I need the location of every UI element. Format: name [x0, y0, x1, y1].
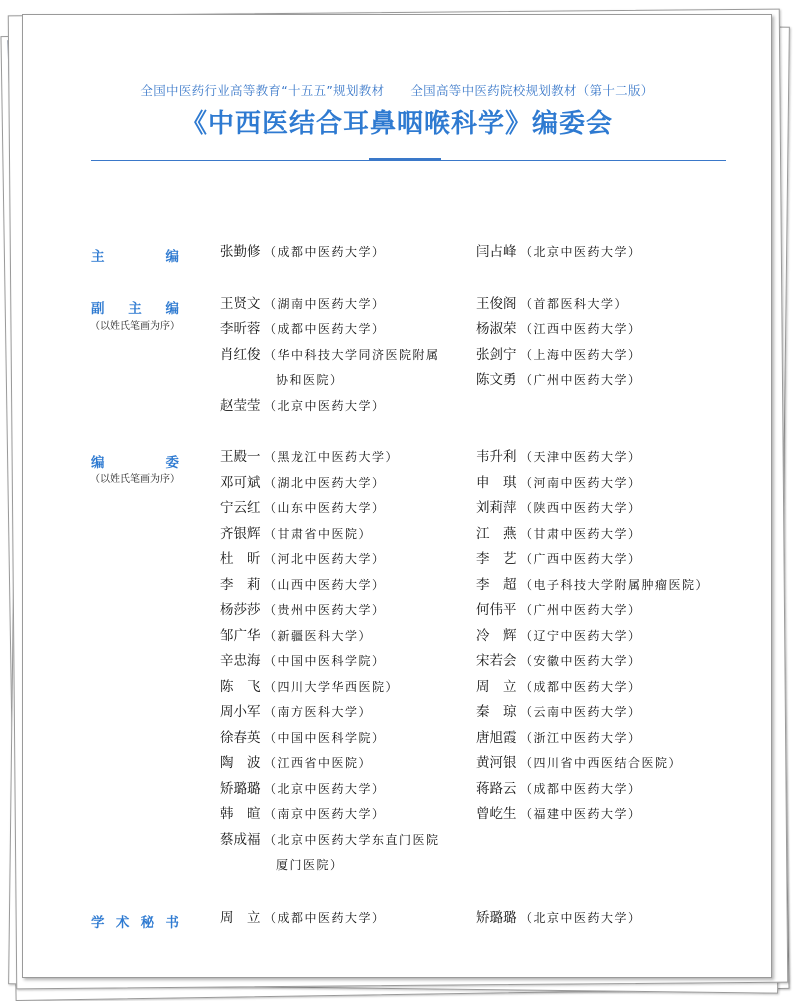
- affiliation: 厦门医院）: [276, 858, 344, 872]
- affiliation: （云南中医药大学）: [520, 705, 642, 719]
- role-char: 秘: [140, 915, 155, 931]
- person-name: 杜 昕: [220, 551, 261, 567]
- person-name: 陈文勇: [476, 372, 517, 388]
- editor-entry: [220, 649, 386, 675]
- role-char: 编: [165, 249, 179, 265]
- secretary-entry: [220, 906, 386, 932]
- associate-editor-entry: [476, 317, 642, 343]
- affiliation: （黑龙江中医药大学）: [264, 450, 400, 464]
- person-name: 周 立: [476, 678, 517, 695]
- person-name: 王贤文: [220, 296, 261, 312]
- associate-editor-entry: [476, 343, 642, 369]
- page-title: 《中西医结合耳鼻咽喉科学》编委会: [180, 109, 613, 139]
- affiliation: （山东中医药大学）: [264, 501, 386, 515]
- editor-entry: [476, 700, 642, 726]
- editor-entry: [220, 700, 372, 726]
- associate-editor-entry: [476, 368, 642, 394]
- sort-note: （以姓氏笔画为序）: [90, 474, 180, 485]
- affiliation: （广西中医药大学）: [520, 552, 642, 566]
- role-associate-editors: [91, 297, 179, 317]
- role-char: 副: [91, 301, 105, 317]
- affiliation: （北京中医药大学）: [520, 911, 642, 925]
- affiliation: （华中科技大学同济医院附属: [264, 348, 440, 362]
- affiliation: （湖南中医药大学）: [264, 297, 386, 311]
- person-name: 冷 辉: [476, 627, 517, 644]
- person-name: 蔡成福: [220, 831, 261, 848]
- affiliation: （河南中医药大学）: [520, 475, 642, 490]
- secretary-entry: [476, 906, 642, 932]
- affiliation: （成都中医药大学）: [264, 911, 386, 925]
- affiliation: （天津中医药大学）: [520, 450, 642, 464]
- editor-entry: [476, 471, 642, 497]
- role-editors: [91, 451, 179, 471]
- editor-entry: [476, 598, 642, 624]
- affiliation: （陕西中医药大学）: [520, 501, 642, 515]
- editor-entry: [220, 522, 372, 548]
- person-name: 周 立: [220, 910, 261, 926]
- editor-entry: [220, 675, 399, 701]
- editor-entry: [220, 777, 386, 803]
- editor-entry: [476, 573, 709, 599]
- affiliation: （四川大学华西医院）: [264, 679, 400, 694]
- sort-note: （以姓氏笔画为序）: [90, 321, 180, 332]
- affiliation: （南京中医药大学）: [264, 807, 386, 821]
- role-char: 主: [128, 301, 142, 317]
- affiliation: （辽宁中医药大学）: [520, 628, 642, 643]
- editor-entry: [476, 751, 682, 777]
- affiliation: （北京中医药大学东直门医院: [264, 832, 440, 847]
- affiliation: （新疆医科大学）: [264, 628, 373, 643]
- associate-editor-entry: [476, 292, 628, 318]
- associate-editor-entry: [220, 343, 440, 369]
- person-name: 邓可斌: [220, 474, 261, 491]
- person-name: 杨淑荣: [476, 321, 517, 337]
- person-name: 何伟平: [476, 602, 517, 618]
- person-name: 闫占峰: [476, 244, 517, 260]
- affiliation: （甘肃中医药大学）: [520, 526, 642, 541]
- editor-entry: [476, 777, 642, 803]
- affiliation-continuation: [220, 853, 344, 879]
- affiliation: （电子科技大学附属肿瘤医院）: [520, 577, 710, 592]
- editor-entry: [476, 726, 642, 752]
- affiliation: （北京中医药大学）: [264, 399, 386, 413]
- editor-entry: [220, 573, 386, 599]
- person-name: 邹广华: [220, 627, 261, 644]
- role-char: 主: [91, 249, 105, 265]
- affiliation: （成都中医药大学）: [264, 245, 386, 259]
- affiliation: （成都中医药大学）: [520, 781, 642, 796]
- affiliation-continuation: [220, 368, 344, 394]
- person-name: 李 超: [476, 576, 517, 593]
- affiliation: （成都中医药大学）: [520, 679, 642, 694]
- affiliation: （江西中医药大学）: [520, 322, 642, 336]
- document-page: [22, 14, 772, 978]
- editor-entry: [476, 522, 642, 548]
- role-char: 编: [91, 455, 105, 471]
- affiliation: 协和医院）: [276, 373, 344, 387]
- person-name: 宋若会: [476, 653, 517, 669]
- role-char: 书: [165, 915, 179, 931]
- person-name: 王俊阁: [476, 296, 517, 312]
- person-name: 李 艺: [476, 551, 517, 567]
- associate-editor-entry: [220, 292, 386, 318]
- affiliation: （福建中医药大学）: [520, 807, 642, 821]
- editor-entry: [220, 598, 386, 624]
- affiliation: （首都医科大学）: [520, 297, 629, 311]
- affiliation: （广州中医药大学）: [520, 603, 642, 617]
- affiliation: （成都中医药大学）: [264, 322, 386, 336]
- affiliation: （安徽中医药大学）: [520, 654, 642, 668]
- editor-entry: [476, 675, 642, 701]
- person-name: 李昕蓉: [220, 321, 261, 337]
- editor-entry: [476, 445, 642, 471]
- person-name: 徐春英: [220, 729, 261, 746]
- editor-entry: [476, 649, 642, 675]
- person-name: 韦升利: [476, 449, 517, 465]
- person-name: 肖红俊: [220, 347, 261, 363]
- affiliation: （山西中医药大学）: [264, 577, 386, 592]
- person-name: 秦 琼: [476, 704, 517, 720]
- associate-editor-entry: [220, 317, 386, 343]
- editor-entry: [220, 496, 386, 522]
- editor-entry: [220, 471, 386, 497]
- series-2: 全国高等中医药院校规划教材（第十二版）: [410, 83, 654, 98]
- affiliation: （四川省中西医结合医院）: [520, 756, 683, 770]
- affiliation: （甘肃省中医院）: [264, 526, 373, 541]
- affiliation: （浙江中医药大学）: [520, 730, 642, 745]
- affiliation: （上海中医药大学）: [520, 348, 642, 362]
- person-name: 矫璐璐: [476, 910, 517, 926]
- person-name: 黄河银: [476, 755, 517, 771]
- role-chief-editor: [91, 245, 179, 265]
- person-name: 王殿一: [220, 449, 261, 465]
- person-name: 唐旭霞: [476, 729, 517, 746]
- affiliation: （江西省中医院）: [264, 756, 373, 770]
- person-name: 杨莎莎: [220, 602, 261, 618]
- person-name: 曾屹生: [476, 806, 517, 822]
- editor-entry: [220, 828, 440, 854]
- person-name: 齐银辉: [220, 525, 261, 542]
- person-name: 申 琪: [476, 474, 517, 491]
- person-name: 张勤修: [220, 244, 261, 260]
- person-name: 赵莹莹: [220, 398, 261, 414]
- editor-entry: [220, 802, 386, 828]
- person-name: 矫璐璐: [220, 780, 261, 797]
- person-name: 陶 波: [220, 755, 261, 771]
- role-char: 学: [91, 915, 105, 931]
- affiliation: （北京中医药大学）: [520, 245, 642, 259]
- person-name: 辛忠海: [220, 653, 261, 669]
- affiliation: （北京中医药大学）: [264, 781, 386, 796]
- affiliation: （贵州中医药大学）: [264, 603, 386, 617]
- affiliation: （广州中医药大学）: [520, 373, 642, 387]
- person-name: 韩 暄: [220, 806, 261, 822]
- role-secretaries: [91, 911, 179, 931]
- person-name: 宁云红: [220, 500, 261, 516]
- chief-editor-entry: [220, 240, 386, 266]
- person-name: 蒋路云: [476, 780, 517, 797]
- role-char: 委: [165, 455, 179, 471]
- person-name: 江 燕: [476, 525, 517, 542]
- editor-entry: [220, 445, 399, 471]
- role-char: 术: [115, 915, 130, 931]
- person-name: 李 莉: [220, 576, 261, 593]
- person-name: 张剑宁: [476, 347, 517, 363]
- person-name: 陈 飞: [220, 678, 261, 695]
- person-name: 周小军: [220, 704, 261, 720]
- series-line: [23, 81, 771, 99]
- role-char: 编: [165, 301, 179, 317]
- editor-entry: [476, 802, 642, 828]
- series-1: 全国中医药行业高等教育“十五五”规划教材: [140, 83, 385, 98]
- affiliation: （南方医科大学）: [264, 705, 373, 719]
- editor-entry: [476, 547, 642, 573]
- editor-entry: [220, 624, 372, 650]
- editor-entry: [476, 624, 642, 650]
- editor-entry: [476, 496, 642, 522]
- affiliation: （湖北中医药大学）: [264, 475, 386, 490]
- editor-entry: [220, 751, 372, 777]
- editor-entry: [220, 726, 386, 752]
- editor-entry: [220, 547, 386, 573]
- associate-editor-entry: [220, 394, 386, 420]
- affiliation: （中国中医科学院）: [264, 730, 386, 745]
- person-name: 刘莉萍: [476, 500, 517, 516]
- affiliation: （中国中医科学院）: [264, 654, 386, 668]
- affiliation: （河北中医药大学）: [264, 552, 386, 566]
- title-divider-accent: [369, 158, 441, 161]
- chief-editor-entry: [476, 240, 642, 266]
